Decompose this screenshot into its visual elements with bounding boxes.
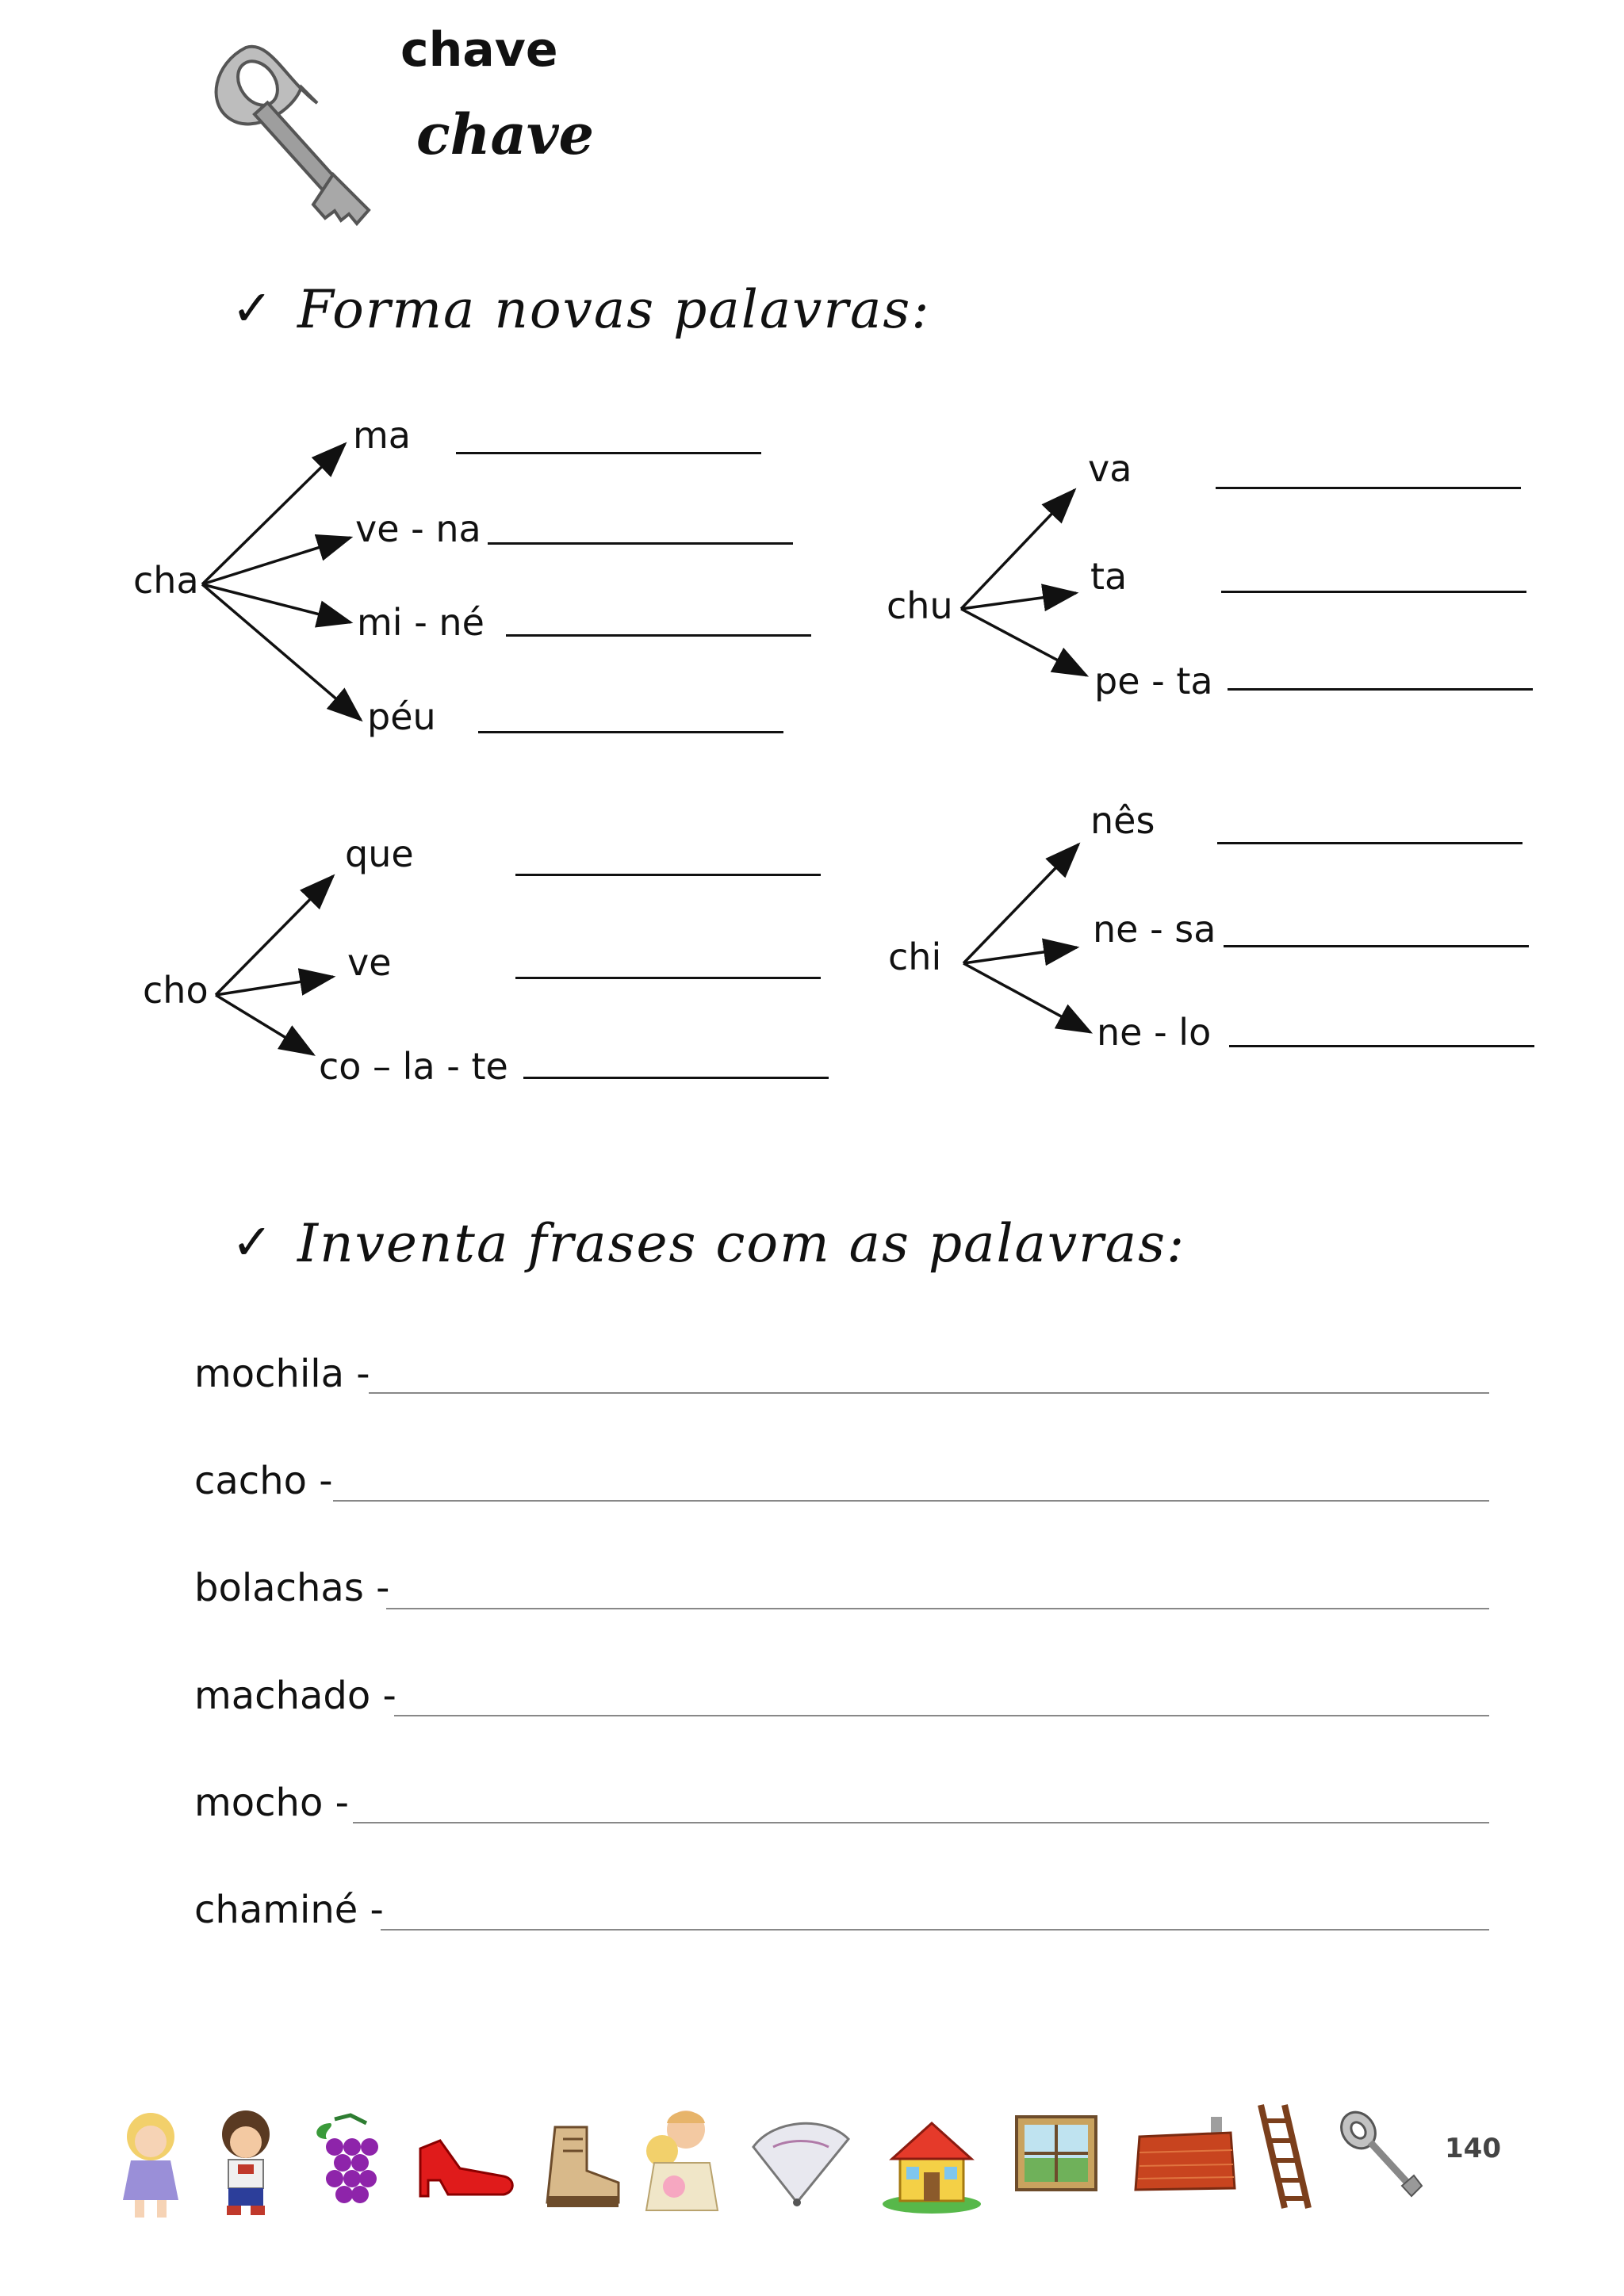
sentence-word-cacho: cacho - (194, 1459, 333, 1503)
ladder-icon (1261, 2105, 1308, 2208)
ending-ta: ta (1090, 555, 1128, 598)
ending-nes: nês (1090, 799, 1155, 842)
doll-girl-icon (123, 2113, 178, 2218)
boot-icon (547, 2127, 619, 2207)
sentence-word-mochila: mochila - (194, 1352, 370, 1396)
ending-ve: ve (347, 941, 392, 984)
root-cha: cha (133, 559, 199, 602)
boy-icon (222, 2110, 270, 2215)
ending-pe-ta: pe - ta (1094, 660, 1213, 702)
section-heading-form-words: Forma novas palavras: (297, 279, 931, 340)
window-icon (1017, 2117, 1096, 2190)
roof-chimney-icon (1136, 2117, 1235, 2190)
ending-ma: ma (353, 414, 411, 457)
girl-hugging-icon (646, 2110, 718, 2210)
root-chu: chu (887, 584, 953, 627)
ending-co-la-te: co – la - te (319, 1045, 508, 1088)
page-number: 140 (1445, 2133, 1501, 2164)
sentence-word-machado: machado - (194, 1674, 396, 1718)
root-chi: chi (888, 936, 942, 978)
ending-ne-sa: ne - sa (1093, 908, 1216, 951)
ending-va: va (1088, 447, 1132, 490)
section-heading-invent-sentences: Inventa frases com as palavras: (297, 1213, 1186, 1274)
check-icon: ✓ (232, 279, 273, 337)
ending-que: que (345, 832, 414, 875)
check-icon: ✓ (232, 1213, 273, 1271)
ending-ne-lo: ne - lo (1097, 1011, 1212, 1054)
title-word-print: chave (400, 22, 558, 78)
sentence-word-bolachas: bolachas - (194, 1566, 390, 1610)
sentence-word-chamine: chaminé - (194, 1888, 384, 1932)
ending-ve-na: ve - na (355, 507, 481, 550)
root-cho: cho (143, 969, 209, 1012)
red-shoe-icon (420, 2141, 512, 2196)
title-word-cursive: chave (416, 101, 595, 167)
sentence-word-mocho: mocho - (194, 1781, 349, 1825)
fan-icon (753, 2123, 848, 2206)
house-icon (883, 2123, 981, 2214)
key-icon (1335, 2106, 1422, 2196)
ending-peu: péu (367, 695, 436, 738)
ending-mi-ne: mi - né (357, 601, 485, 644)
grapes-icon (316, 2115, 378, 2203)
